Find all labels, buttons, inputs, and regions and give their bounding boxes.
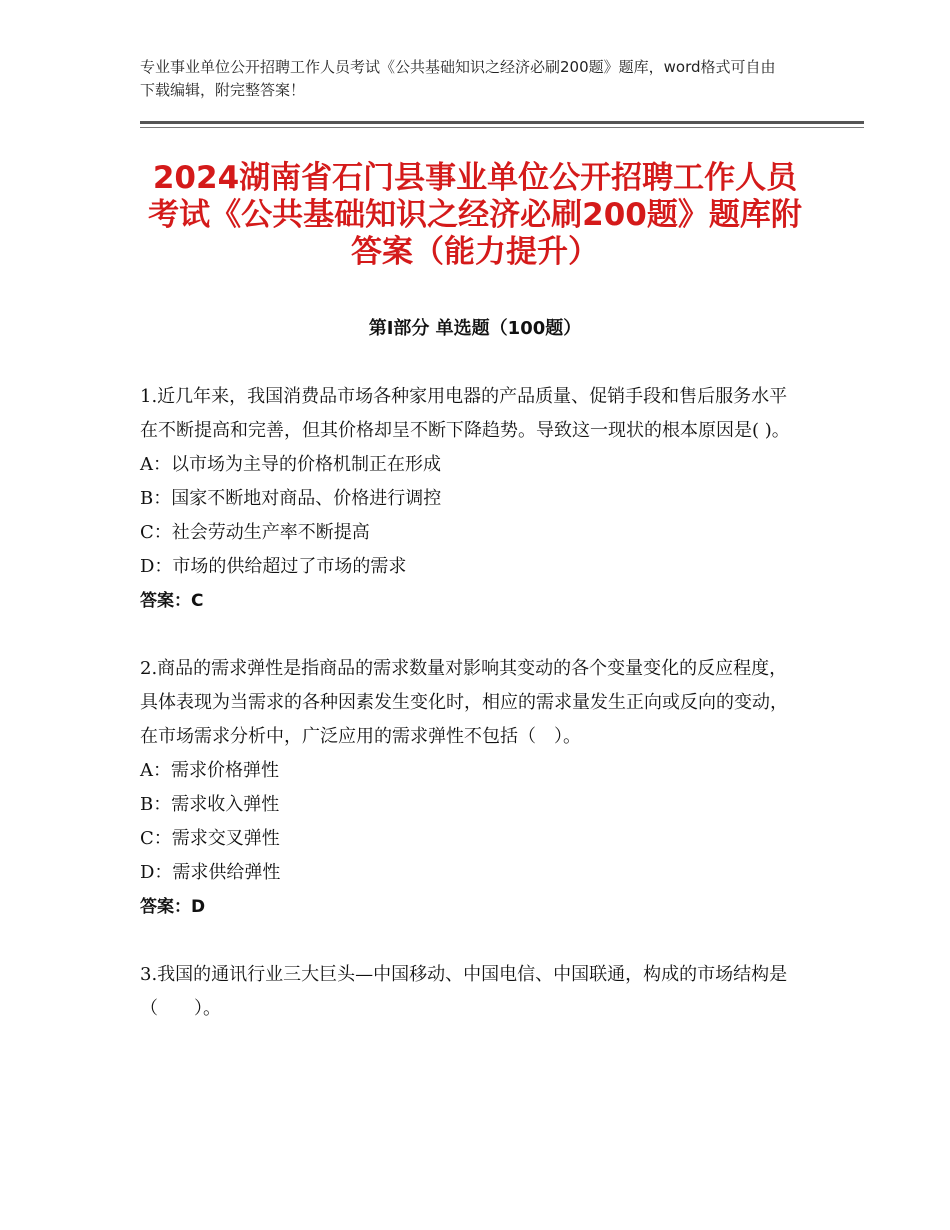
answer-line: 答案：C	[140, 591, 204, 611]
question-2	[140, 652, 805, 924]
question-3	[140, 958, 805, 1026]
option-c: C：需求交叉弹性	[140, 828, 280, 849]
question-stem: 3.我国的通讯行业三大巨头—中国移动、中国电信、中国联通，构成的市场结构是（ ）。	[140, 964, 788, 1019]
question-list	[140, 380, 805, 1060]
option-a: A：以市场为主导的价格机制正在形成	[140, 454, 441, 475]
option-b: B：国家不断地对商品、价格进行调控	[140, 488, 442, 509]
option-list	[140, 448, 805, 584]
question-stem: 1.近几年来，我国消费品市场各种家用电器的产品质量、促销手段和售后服务水平在不断提高和完善，但其价格却呈不断下降趋势。导致这一现状的根本原因是( )。	[140, 386, 790, 441]
question-1	[140, 380, 805, 618]
answer-line: 答案：D	[140, 897, 206, 917]
option-a: A：需求价格弹性	[140, 760, 279, 781]
header-note: 专业事业单位公开招聘工作人员考试《公共基础知识之经济必刷200题》题库，word格式可自由下载编辑，附完整答案！	[140, 58, 776, 99]
header-rule-thin	[140, 127, 864, 128]
document-title: 2024湖南省石门县事业单位公开招聘工作人员考试《公共基础知识之经济必刷200题》题库附答案（能力提升）	[148, 160, 802, 270]
option-b: B：需求收入弹性	[140, 794, 280, 815]
question-stem: 2.商品的需求弹性是指商品的需求数量对影响其变动的各个变量变化的反应程度，具体表现为当需求的各种因素发生变化时，相应的需求量发生正向或反向的变动，在市场需求分析中，广泛应用的需求弹性不包括（ ）。	[140, 658, 788, 747]
option-d: D：市场的供给超过了市场的需求	[140, 556, 407, 577]
header-rule-thick	[140, 121, 864, 124]
section-heading: 第Ⅰ部分 单选题（100题）	[368, 318, 582, 339]
option-d: D：需求供给弹性	[140, 862, 281, 883]
option-c: C：社会劳动生产率不断提高	[140, 522, 370, 543]
option-list	[140, 754, 805, 890]
